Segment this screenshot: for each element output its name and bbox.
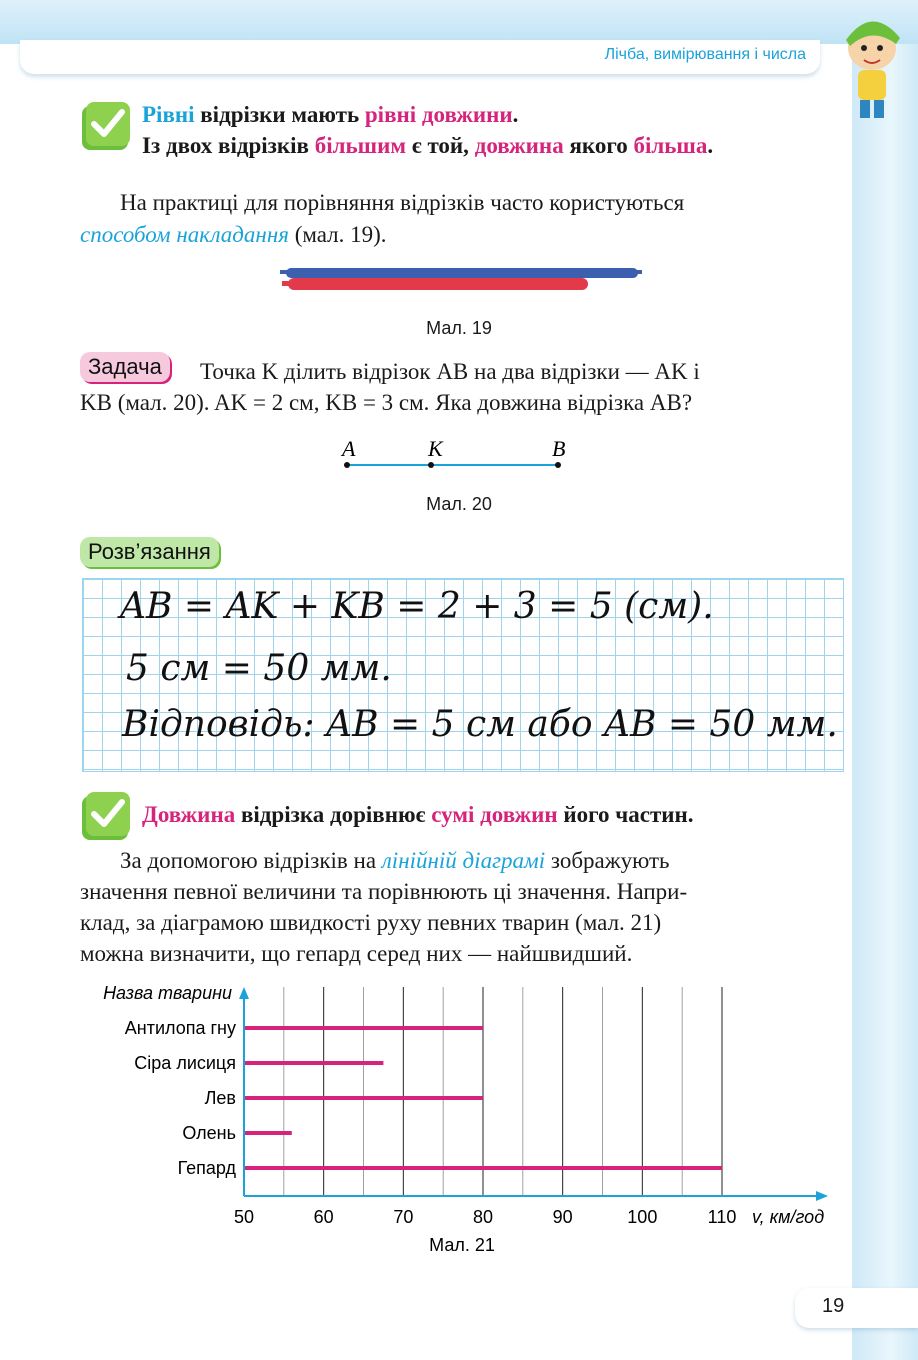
rule1-line1-run: відрізки мають [194, 102, 365, 127]
tick-label: 70 [393, 1207, 414, 1227]
rule2-run: його частин. [557, 802, 694, 827]
figure-19-caption: Мал. 19 [426, 318, 492, 338]
solution-badge: Розв’язання [80, 537, 219, 567]
category-label: Сіра лисиця [134, 1053, 236, 1073]
figure-19-strips [280, 262, 644, 296]
rule1-line2-run: більшим [314, 133, 406, 158]
point-b [555, 462, 561, 468]
para1-line1: На практиці для порівняння відрізків часто користуються [120, 190, 685, 215]
x-axis-arrow-icon [816, 1191, 828, 1201]
rule1-line2-run: . [707, 133, 714, 158]
category-label: Антилопа гну [124, 1018, 236, 1038]
rule1-line2-run: є той, [406, 133, 475, 158]
para2-line2: значення певної величини та порівнюють ці значення. Напри- [80, 879, 688, 904]
section-title: Лічба, вимірювання і числа [604, 46, 806, 63]
rule1-line2 [142, 130, 713, 161]
page-number-tab [795, 1288, 918, 1328]
rule1-line1-run: Рівні [142, 102, 195, 127]
para1-line2 [80, 219, 387, 250]
rule1-line2-run: Із двох відрізків [142, 133, 315, 158]
para2-line3: клад, за діаграмою швидкості руху певних тварин (мал. 21) [80, 910, 662, 935]
category-label: Гепард [177, 1158, 236, 1178]
rule2-run: сумі довжин [431, 802, 558, 827]
check-icon [80, 790, 132, 842]
category-label: Лев [204, 1088, 236, 1108]
rule1-line1 [142, 99, 518, 130]
point-k [428, 462, 434, 468]
para2-line1-end: зображують [545, 848, 670, 873]
rule1-line2-run: більша [633, 133, 708, 158]
rule1-line1-run: рівні довжини [364, 102, 513, 127]
tick-label: 80 [472, 1207, 494, 1227]
label-b: B [552, 436, 566, 461]
tick-label: 50 [233, 1207, 255, 1227]
tick-label: 60 [313, 1207, 334, 1227]
speed-chart [0, 975, 918, 1265]
rule2-run: відрізка дорівнює [235, 802, 432, 827]
top-decor-band [0, 0, 918, 44]
tick-label: 110 [707, 1207, 737, 1227]
rule2-run: Довжина [142, 802, 236, 827]
tick-label: 90 [552, 1207, 573, 1227]
tick-label: 100 [627, 1207, 658, 1227]
para2-line1-start: За допомогою відрізків на [120, 848, 382, 873]
para2-line1 [120, 845, 670, 876]
x-axis-label: v, км/год [752, 1207, 825, 1227]
term-line-diagram: лінійній діаграмі [381, 848, 546, 873]
y-axis-label: Назва тварини [103, 983, 232, 1003]
mascot-illustration [826, 4, 918, 124]
solution-line3: Відповідь: AB = 5 см або AB = 50 мм. [122, 704, 838, 745]
rule1-line2-run: якого [563, 133, 634, 158]
label-a: A [342, 436, 356, 461]
term-overlay-method: способом накладання [80, 222, 289, 247]
task-badge: Задача [80, 352, 170, 382]
solution-line2: 5 см = 50 мм. [126, 648, 392, 689]
solution-line1: AB = AK + KB = 2 + 3 = 5 (см). [120, 586, 714, 627]
rule1-line1-run: . [512, 102, 519, 127]
task-line1: Точка K ділить відрізок AB на два відрізки — AK і [200, 359, 700, 384]
category-label: Олень [182, 1123, 236, 1143]
rule2-text [142, 799, 694, 830]
para1-rest: (мал. 19). [288, 222, 387, 247]
task-line2: KB (мал. 20). AK = 2 см, KB = 3 см. Яка довжина відрізка AB? [80, 390, 693, 415]
check-icon [80, 100, 132, 152]
label-k: K [428, 436, 443, 461]
figure-20-caption: Мал. 20 [426, 494, 492, 514]
para2-line4: можна визначити, що гепард серед них — найшвидший. [80, 941, 633, 966]
y-axis-arrow-icon [239, 987, 249, 999]
rule1-line2-run: довжина [474, 133, 564, 158]
figure-20-segment [330, 434, 590, 480]
page-number: 19 [822, 1295, 845, 1317]
point-a [344, 462, 350, 468]
figure-21-caption: Мал. 21 [429, 1235, 495, 1255]
